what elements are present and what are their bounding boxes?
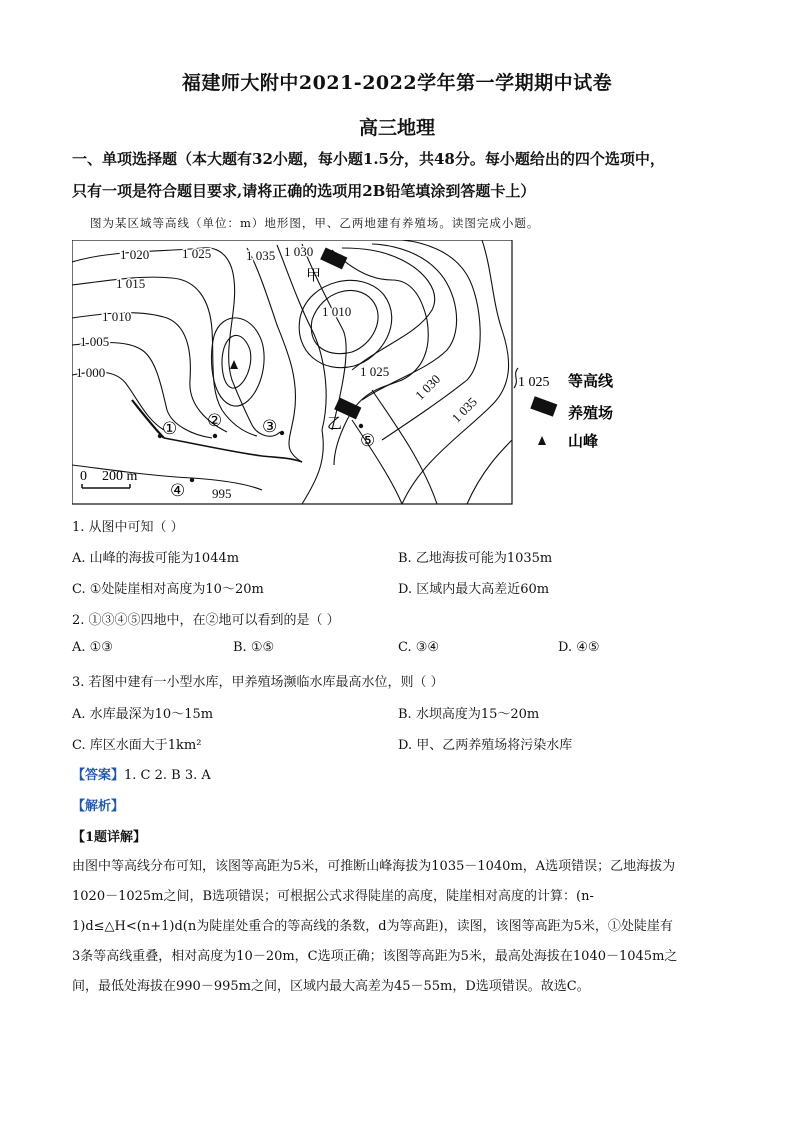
q2-option-d: D. ④⑤ (558, 640, 600, 655)
legend-farm-icon (530, 396, 557, 416)
contour-label: 1 005 (80, 334, 110, 349)
contour-label: 1 035 (246, 248, 276, 263)
contour-label: 1 010 (322, 304, 352, 319)
contour-line (402, 240, 509, 504)
q3-option-d: D. 甲、乙两养殖场将污染水库 (398, 738, 573, 753)
peak-icon (230, 360, 238, 369)
legend-peak-icon (538, 436, 546, 445)
q1-option-c: C. ①处陡崖相对高度为10～20m (72, 582, 264, 597)
answer-tag: 【答案】 (72, 768, 125, 783)
contour-line (72, 465, 262, 490)
contour-line (72, 343, 212, 438)
analysis-line: 由图中等高线分布可知，该图等高距为5米，可推断山峰海拔为1035－1040m，A选项错误；乙地海拔为 (72, 859, 676, 874)
farm-jia-icon (320, 247, 347, 269)
contour-line (311, 290, 378, 353)
point-marker (213, 434, 217, 438)
paper-title: 福建师大附中2021-2022学年第一学期期中试卷 (181, 72, 613, 94)
analysis-tag: 【解析】 (72, 799, 125, 814)
contour-line (72, 277, 257, 436)
analysis-heading (72, 795, 124, 814)
contour-line (467, 440, 512, 504)
q1-option-a: A. 山峰的海拔可能为1044m (72, 551, 240, 566)
contour-label: 1 015 (116, 276, 146, 291)
analysis-sub1: 【1题详解】 (72, 830, 147, 845)
scale-zero: 0 (80, 469, 87, 484)
q3-option-a: A. 水库最深为10～15m (72, 707, 214, 722)
question-2-stem: 2. ①③④⑤四地中，在②地可以看到的是（ ） (72, 613, 340, 628)
analysis-line: 间，最低处海拔在990－995m之间，区域内最大高差为45－55m，D选项错误。故选C。 (72, 979, 590, 994)
question-1-stem: 1. 从图中可知（ ） (72, 520, 184, 535)
contour-line (372, 390, 437, 504)
point-label-3: ③ (262, 417, 278, 436)
point-label-5: ⑤ (360, 431, 376, 450)
contour-label: 1 030 (284, 244, 314, 259)
section-heading-line2: 只有一项是符合题目要求,请将正确的选项用2B铅笔填涂到答题卡上） (72, 182, 536, 200)
place-jia: 甲 (306, 268, 322, 284)
contour-label: 1 020 (120, 247, 150, 262)
legend-contour-label: 等高线 (568, 374, 614, 390)
analysis-line: 1)d≤△H<(n+1)d(n为陡崖处重合的等高线的条数，d为等高距)，读图，该图等高距为5米，①处陡崖有 (72, 919, 673, 934)
contour-label: 1 035 (448, 394, 480, 426)
contour-label: 995 (212, 486, 232, 501)
contour-line (342, 248, 435, 370)
q2-option-a: A. ①③ (72, 640, 113, 655)
paper-subtitle: 高三地理 (358, 117, 435, 139)
point-label-2: ② (207, 411, 223, 430)
q1-option-d: D. 区域内最大高差近60m (398, 582, 550, 597)
question-intro: 图为某区域等高线（单位：m）地形图，甲、乙两地建有养殖场。读图完成小题。 (90, 216, 540, 230)
contour-line (332, 250, 428, 465)
legend-peak-label: 山峰 (568, 434, 599, 450)
contour-label: 1 025 (182, 246, 212, 261)
place-yi: 乙 (327, 416, 343, 432)
section-heading-line1: 一、单项选择题（本大题有32小题，每小题1.5分，共48分。每小题给出的四个选项中， (72, 150, 665, 168)
point-marker (190, 478, 194, 482)
q2-option-c: C. ③④ (398, 640, 440, 655)
point-marker (359, 424, 363, 428)
point-label-1: ① (162, 419, 178, 438)
point-label-4: ④ (170, 481, 186, 500)
analysis-line: 1020－1025m之间，B选项错误；可根据公式求得陡崖的高度，陡崖相对高度的计算：(n- (72, 889, 594, 904)
contour-label: 1 010 (102, 309, 132, 324)
contour-line (164, 438, 302, 462)
point-marker (280, 431, 284, 435)
cliff-line (132, 400, 164, 438)
q2-option-b: B. ①⑤ (233, 640, 275, 655)
q3-option-b: B. 水坝高度为15～20m (398, 707, 540, 722)
contour-label: 1 025 (360, 364, 390, 379)
contour-line (222, 335, 251, 388)
legend-farm-label: 养殖场 (568, 406, 614, 422)
q1-option-b: B. 乙地海拔可能为1035m (398, 551, 553, 566)
legend-contour-value: 1 025 (518, 375, 550, 390)
contour-line (302, 430, 323, 504)
contour-label: 1 000 (76, 365, 106, 380)
contour-label: 1 030 (411, 371, 444, 403)
answer-text: 1. C 2. B 3. A (124, 768, 211, 783)
scale-length: 200 m (102, 469, 138, 484)
contour-map (72, 240, 652, 505)
answer-line (72, 764, 211, 783)
question-3-stem: 3. 若图中建有一小型水库，甲养殖场濒临水库最高水位，则（ ） (72, 675, 444, 690)
q3-option-c: C. 库区水面大于1km² (72, 738, 202, 753)
analysis-line: 3条等高线重叠，相对高度为10－20m，C选项正确；该图等高距为5米，最高处海拔在1040－1045m之 (72, 949, 678, 964)
